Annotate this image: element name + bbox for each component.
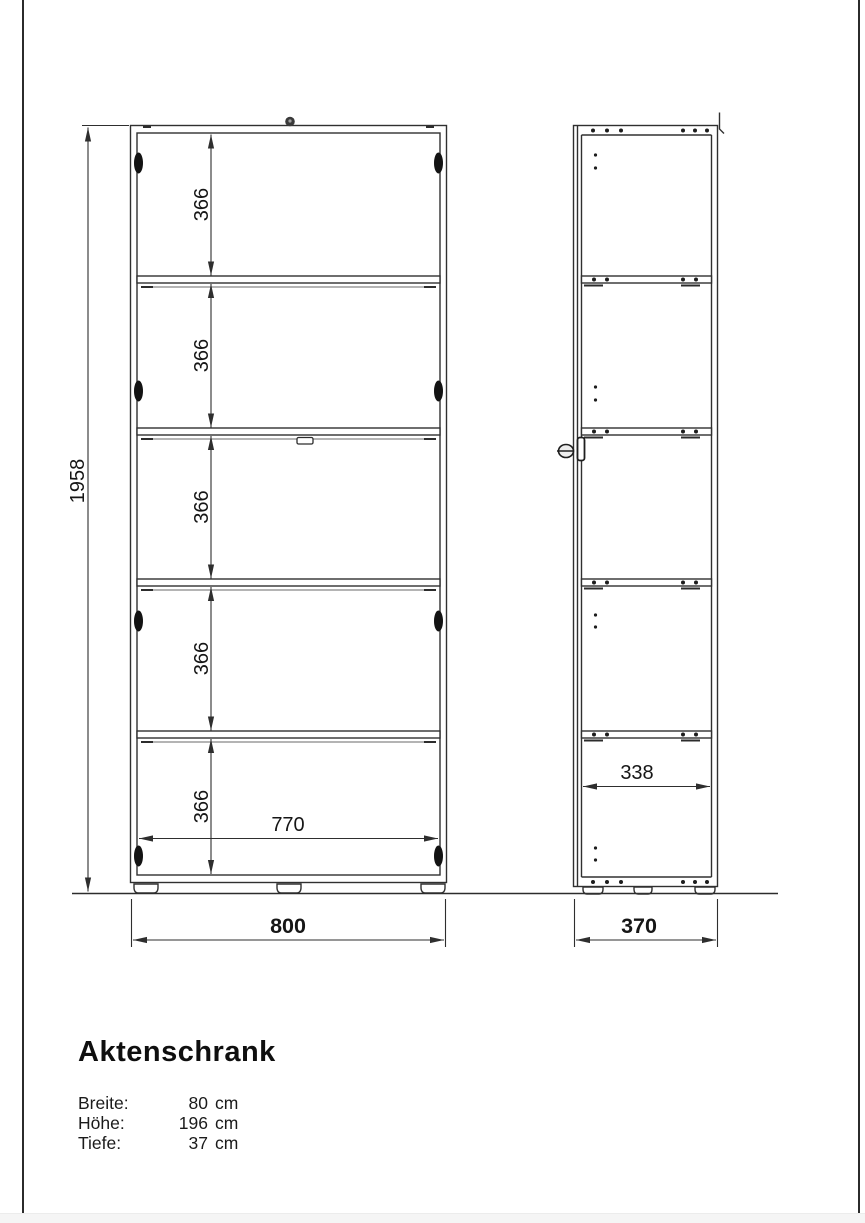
screw-dots-bottom [591, 880, 709, 884]
side-shelf-4 [582, 731, 712, 738]
front-shelf-4 [137, 731, 440, 738]
dim-label-inner-width: 770 [271, 814, 305, 836]
side-dimensions [575, 762, 718, 947]
knob-icon [557, 438, 585, 461]
dim-label-section-4: 366 [191, 641, 213, 676]
hinge-hole-dots [594, 153, 597, 861]
title-block [78, 1036, 276, 1153]
screw-dots-top [591, 129, 709, 133]
side-shelf-1 [582, 276, 712, 283]
dim-label-section-5: 366 [191, 789, 213, 824]
side-shelf-2 [582, 428, 712, 435]
spec-unit: cm [215, 1113, 239, 1133]
dim-label-section-3: 366 [191, 490, 213, 524]
front-shelf-1 [137, 276, 440, 283]
spec-label: Breite: [78, 1093, 129, 1113]
dim-label-section-1: 366 [191, 187, 213, 222]
front-dimensions [67, 126, 446, 948]
front-carcass-inner [137, 133, 440, 875]
spec-label: Tiefe: [78, 1133, 122, 1153]
door-handle-icon [297, 438, 313, 445]
front-shelf-2 [137, 428, 440, 435]
spec-value: 37 [188, 1133, 208, 1153]
spec-label: Höhe: [78, 1113, 125, 1133]
side-door-seams [584, 286, 700, 741]
spec-value: 80 [188, 1093, 208, 1113]
spec-value: 196 [178, 1113, 208, 1133]
dim-label-total-height: 1958 [67, 458, 89, 504]
dim-label-section-2: 366 [191, 338, 213, 373]
sheet-bottom-strip [0, 1213, 865, 1223]
dim-label-inner-depth: 338 [620, 762, 654, 784]
dim-label-outer-width: 800 [270, 914, 306, 938]
product-title: Aktenschrank [78, 1036, 276, 1068]
front-shelf-3 [137, 579, 440, 586]
front-carcass-outer [131, 126, 447, 883]
spec-row-height [78, 1113, 276, 1133]
spec-row-width [78, 1093, 276, 1113]
spec-table [78, 1093, 276, 1153]
hinge-icons [134, 153, 443, 867]
front-feet [134, 884, 445, 893]
spec-unit: cm [215, 1093, 239, 1113]
side-shelf-3 [582, 579, 712, 586]
spec-unit: cm [215, 1133, 239, 1153]
screw-dots-shelves [592, 278, 698, 737]
wall-anchor-icon [285, 117, 295, 127]
spec-row-depth [78, 1133, 276, 1153]
front-view [131, 117, 447, 893]
dim-label-outer-depth: 370 [621, 914, 657, 938]
wall-bracket-icon [720, 113, 725, 134]
